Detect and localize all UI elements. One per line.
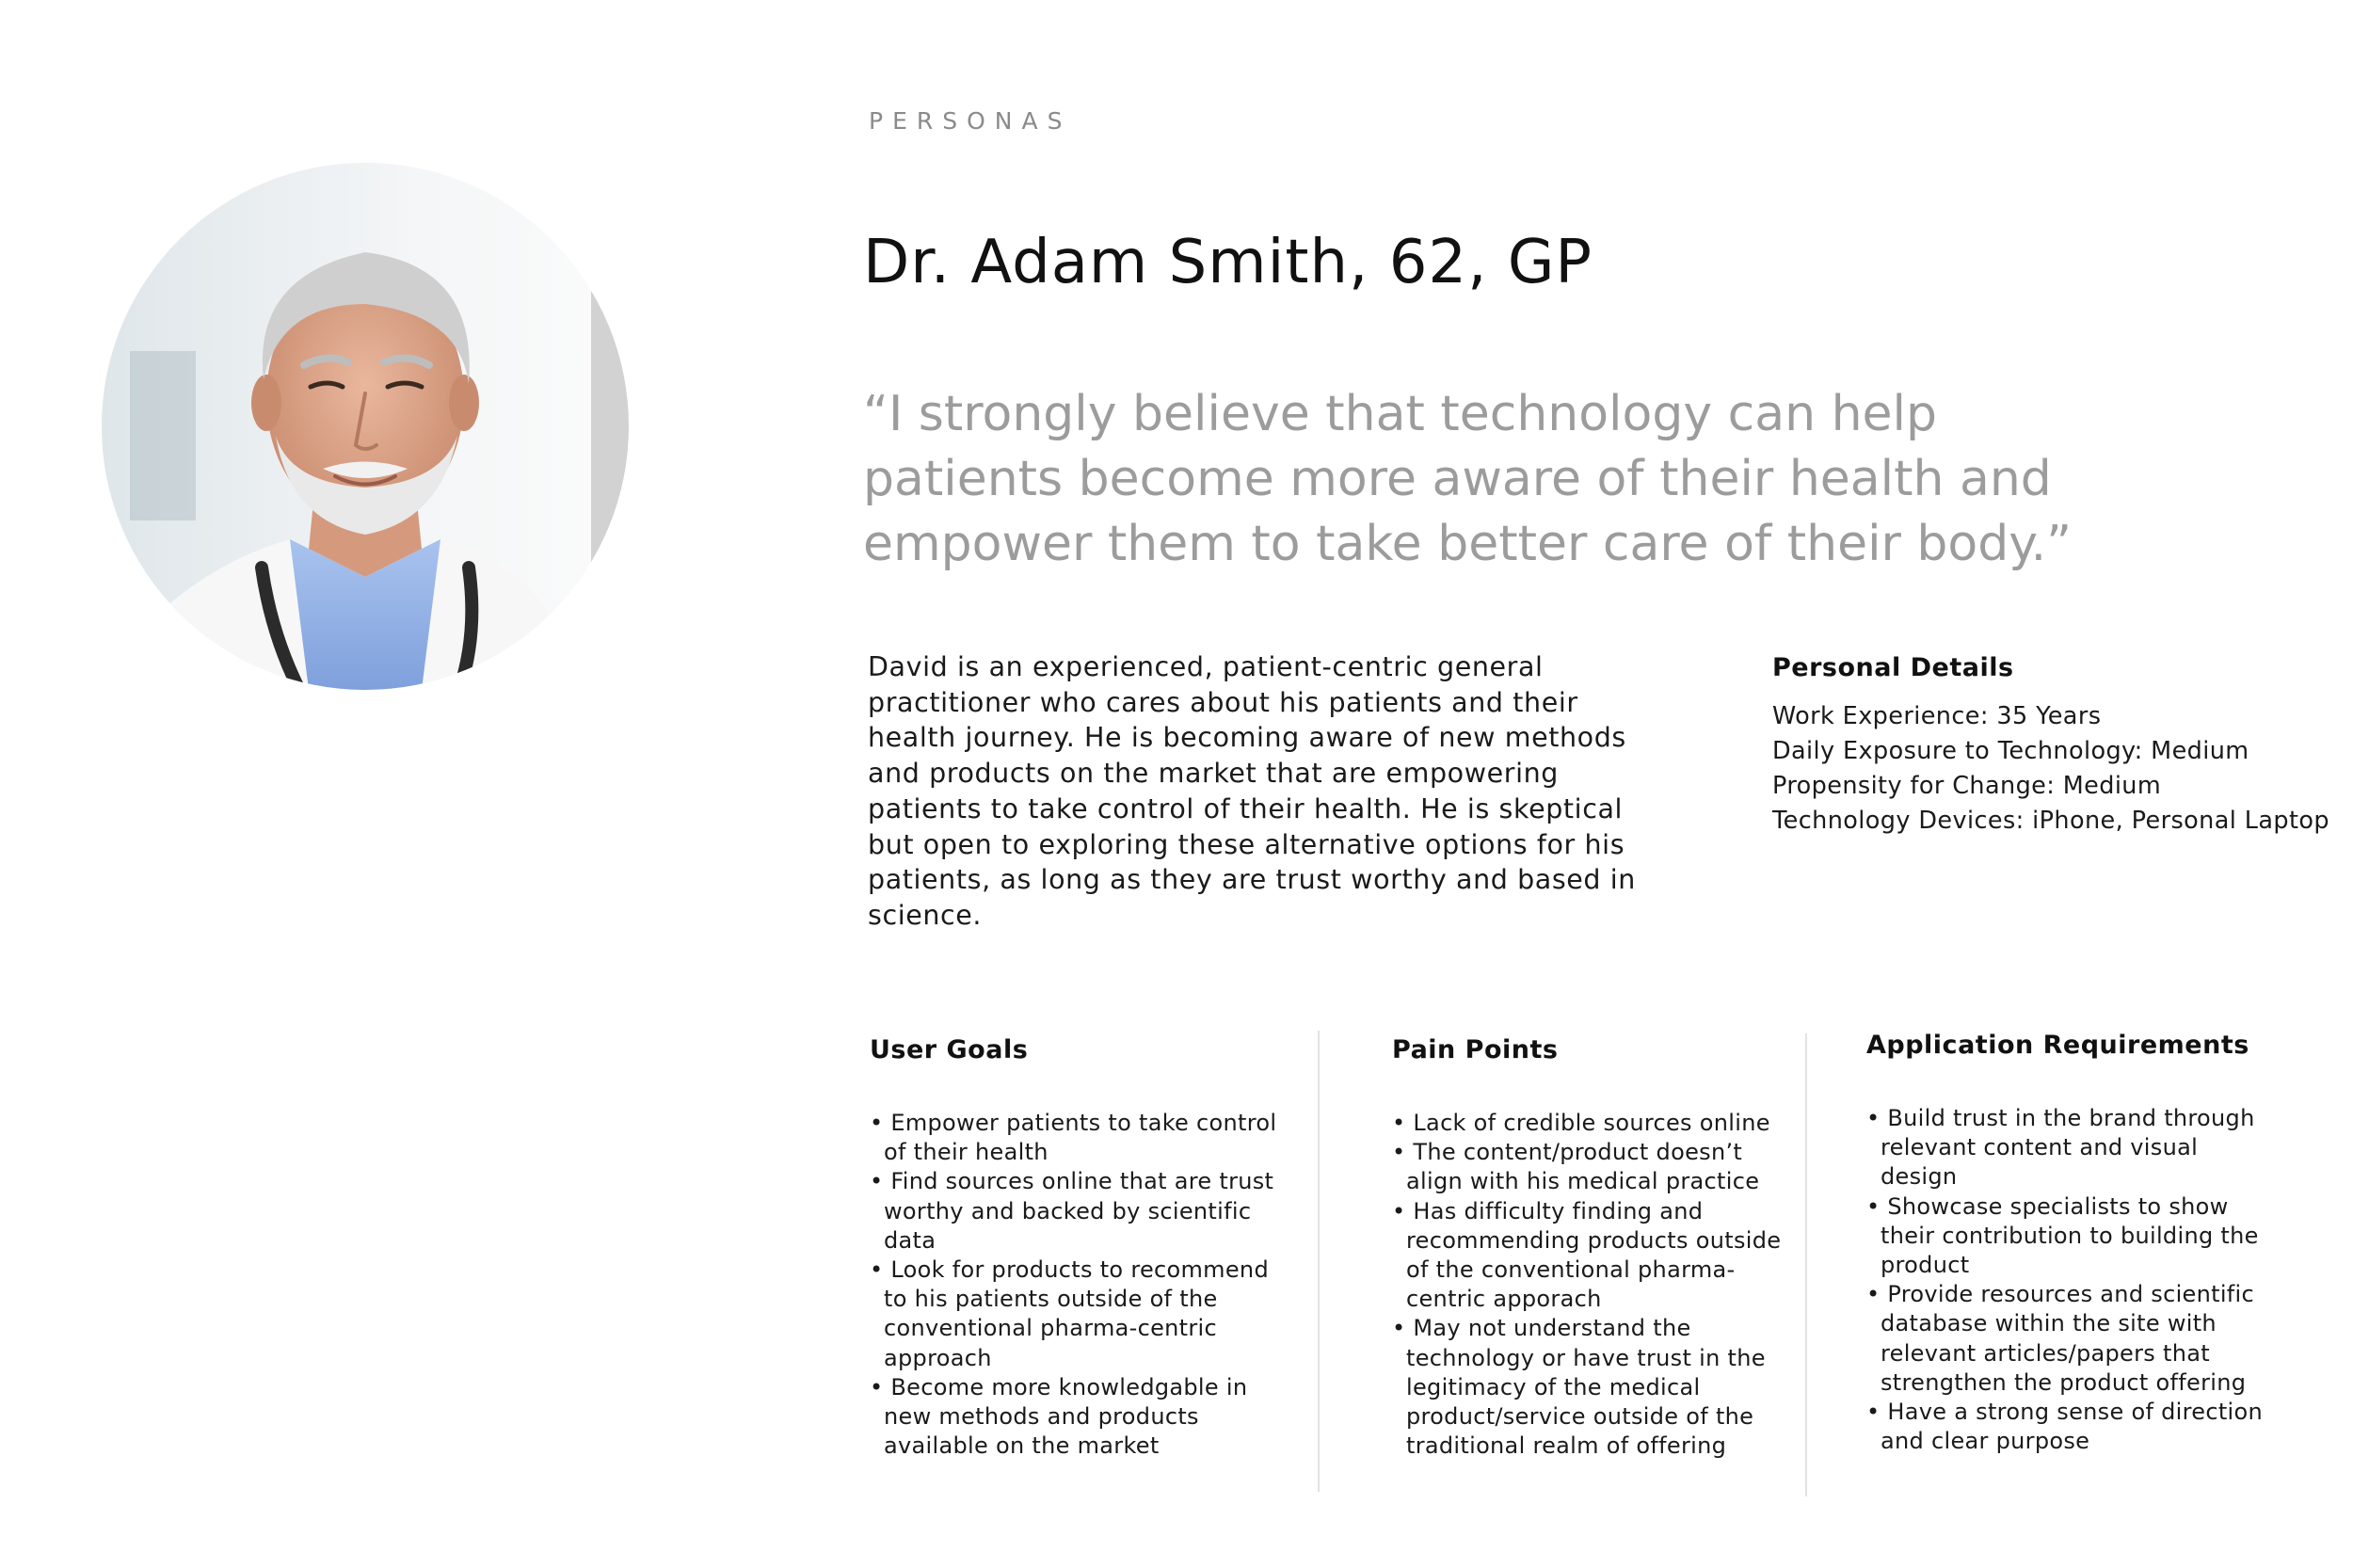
list-item-line: • May not understand the [1392, 1315, 1691, 1342]
persona-name: Dr. Adam Smith, 62, GP [863, 228, 1593, 297]
list-item [870, 1373, 1293, 1462]
list-item [870, 1256, 1293, 1373]
application-requirements-heading: Application Requirements [1866, 1031, 2249, 1060]
column-divider [1805, 1033, 1807, 1496]
pain-points-list [1392, 1109, 1816, 1461]
list-item-line: product/service outside of the [1406, 1403, 1754, 1431]
list-item [1392, 1314, 1816, 1461]
list-item-line: • Showcase specialists to show [1866, 1192, 2229, 1220]
list-item-line: design [1881, 1163, 1958, 1191]
list-item [1866, 1104, 2290, 1192]
list-item-line: centric apporach [1406, 1286, 1602, 1313]
section-label: PERSONAS [869, 107, 1072, 135]
application-requirements-list [1866, 1104, 2290, 1456]
list-item-line: database within the site with [1881, 1310, 2217, 1337]
application-requirements-section [1866, 1031, 2290, 1456]
list-item-line: new methods and products [884, 1403, 1199, 1431]
list-item-line: • Build trust in the brand through [1866, 1105, 2255, 1131]
list-item-line: legitimacy of the medical [1406, 1373, 1701, 1400]
list-item-line: worthy and backed by scientific [884, 1197, 1252, 1224]
list-item [870, 1167, 1293, 1256]
detail-item: Daily Exposure to Technology: Medium [1772, 737, 2249, 765]
bio-line: and products on the market that are empowering [868, 758, 1559, 790]
column-divider [1318, 1031, 1320, 1492]
list-item-line: • Empower patients to take control [870, 1110, 1277, 1136]
quote-line: “I strongly believe that technology can help [863, 386, 1937, 442]
list-item-line: • Lack of credible sources online [1392, 1110, 1770, 1136]
personal-details-list [1772, 699, 2337, 839]
list-item-line: • Become more knowledgable in [870, 1373, 1248, 1400]
list-item-line: of the conventional pharma- [1406, 1256, 1736, 1284]
bio-line: patients, as long as they are trust worthy and based in [868, 864, 1636, 896]
list-item-line: • The content/product doesn’t [1392, 1139, 1743, 1166]
user-goals-section [870, 1035, 1293, 1461]
list-item-line: • Has difficulty finding and [1392, 1197, 1704, 1224]
list-item [1392, 1109, 1816, 1138]
bio-line: David is an experienced, patient-centric general [868, 651, 1544, 682]
list-item [1866, 1280, 2290, 1398]
detail-item: Technology Devices: iPhone, Personal Laptop [1772, 807, 2329, 835]
list-item-line: • Find sources online that are trust [870, 1168, 1274, 1195]
list-item-line: available on the market [884, 1432, 1160, 1460]
bio-line: patients to take control of their health. He is skeptical [868, 792, 1624, 824]
list-item-line: traditional realm of offering [1406, 1432, 1727, 1460]
list-item [1392, 1197, 1816, 1315]
list-item [1866, 1398, 2290, 1456]
list-item-line: product [1881, 1252, 1970, 1279]
personal-details [1772, 653, 2337, 839]
list-item-line: conventional pharma-centric [884, 1315, 1218, 1342]
persona-photo [102, 163, 629, 690]
list-item-line: their contribution to building the [1881, 1222, 2259, 1249]
list-item-line: technology or have trust in the [1406, 1344, 1766, 1371]
quote-line: patients become more aware of their health and [863, 451, 2052, 507]
list-item-line: strengthen the product offering [1881, 1368, 2247, 1396]
list-item-line: • Have a strong sense of direction [1866, 1399, 2264, 1426]
pain-points-heading: Pain Points [1392, 1035, 1559, 1064]
list-item-line: relevant content and visual [1881, 1134, 2199, 1161]
detail-item: Propensity for Change: Medium [1772, 772, 2162, 800]
list-item-line: relevant articles/papers that [1881, 1339, 2210, 1367]
persona-bio [868, 649, 1636, 934]
user-goals-heading: User Goals [870, 1035, 1029, 1064]
bio-line: health journey. He is becoming aware of new methods [868, 722, 1626, 754]
list-item-line: approach [884, 1344, 992, 1371]
list-item [1392, 1138, 1816, 1196]
list-item-line: of their health [884, 1139, 1048, 1166]
list-item [870, 1109, 1293, 1167]
list-item-line: and clear purpose [1881, 1428, 2090, 1455]
bio-line: but open to exploring these alternative options for his [868, 828, 1625, 860]
list-item-line: • Look for products to recommend [870, 1256, 1269, 1284]
list-item-line: align with his medical practice [1406, 1168, 1760, 1195]
list-item-line: recommending products outside [1406, 1226, 1782, 1254]
persona-quote [863, 382, 2073, 577]
pain-points-section [1392, 1035, 1816, 1461]
list-item-line: to his patients outside of the [884, 1286, 1218, 1313]
list-item-line: • Provide resources and scientific [1866, 1281, 2255, 1308]
bio-line: practitioner who cares about his patients and their [868, 686, 1578, 718]
list-item-line: data [884, 1226, 936, 1254]
user-goals-list [870, 1109, 1293, 1461]
detail-item: Work Experience: 35 Years [1772, 702, 2102, 730]
bio-line: science. [868, 899, 983, 931]
personal-details-heading: Personal Details [1772, 653, 2014, 682]
quote-line: empower them to take better care of their body.” [863, 516, 2073, 572]
list-item [1866, 1192, 2290, 1281]
